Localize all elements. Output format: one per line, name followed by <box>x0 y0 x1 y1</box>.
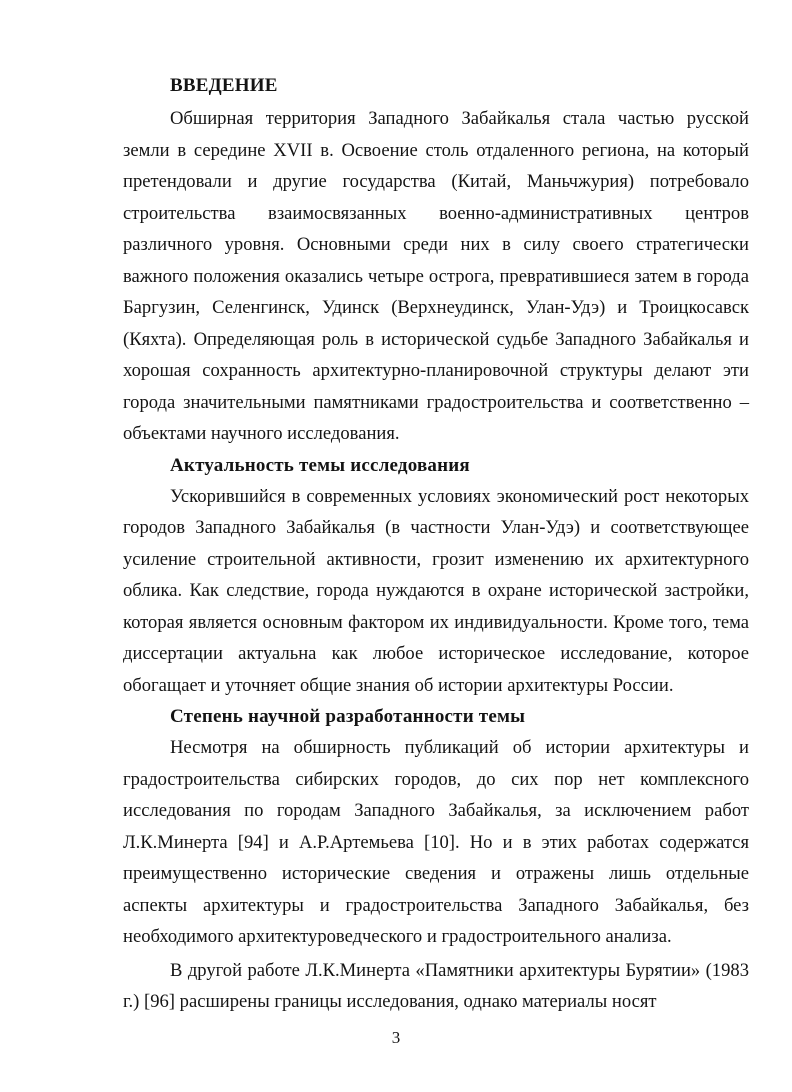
degree-heading: Степень научной разработанности темы <box>170 706 526 727</box>
introduction-paragraph: Обширная территория Западного Забайкалья стала частью русской земли в середине XVII в. Освоение столь отдаленного региона, на который претендовали и другие государства (Китай, Маньчжурия) потребовало строительства взаимосвязанных военно-административных центров различного уровня. Основными среди них в силу своего стратегически важного положения оказались четыре острога, превратившиеся затем в города Баргузин, Селенгинск, Удинск (Верхнеудинск, Улан-Удэ) и Троицкосавск (Кяхта). Определяющая роль в исторической судьбе Западного Забайкалья и хорошая сохранность архитектурно-планировочной структуры делают эти города значительными памятниками градостроительства и соответственно – объектами научного исследования. <box>123 108 749 444</box>
degree-paragraph-2: В другой работе Л.К.Минерта «Памятники архитектуры Бурятии» (1983 г.) [96] расширены границы исследования, однако материалы носят <box>123 959 749 1012</box>
introduction-heading: ВВЕДЕНИЕ <box>170 75 278 96</box>
relevance-heading: Актуальность темы исследования <box>170 454 470 476</box>
relevance-paragraph: Ускорившийся в современных условиях экономический рост некоторых городов Западного Забайкалья (в частности Улан-Удэ) и соответствующее усиление строительной активности, грозит изменению их архитектурного облика. Как следствие, города нуждаются в охране исторической застройки, которая является основным фактором их индивидуальности. Кроме того, тема диссертации актуальна как любое историческое исследование, которое обогащает и уточняет общие знания об истории архитектуры России. <box>123 485 749 696</box>
page-number: 3 <box>391 1028 401 1047</box>
degree-paragraph-1: Несмотря на обширность публикаций об истории архитектуры и градостроительства сибирских городов, до сих пор нет комплексного исследования по городам Западного Забайкалья, за исключением работ Л.К.Минерта [94] и А.Р.Артемьева [10]. Но и в этих работах содержатся преимущественно исторические сведения и отражены лишь отдельные аспекты архитектуры и градостроительства Западного Забайкалья, без необходимого архитектуроведческого и градостроительного анализа. <box>123 737 749 947</box>
page-content <box>123 70 749 1018</box>
